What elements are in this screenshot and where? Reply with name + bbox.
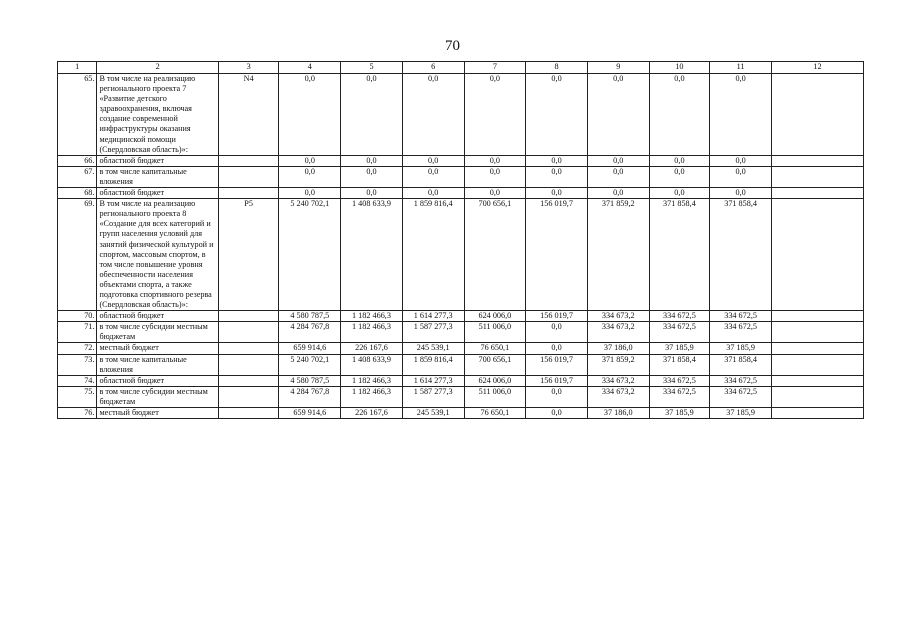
value-cell: 624 006,0 xyxy=(464,375,526,386)
column-number-cell: 1 xyxy=(58,62,97,74)
value-cell: 5 240 702,1 xyxy=(279,354,341,375)
note-cell xyxy=(771,166,863,187)
value-cell: 0,0 xyxy=(526,343,588,354)
table-row xyxy=(58,343,864,354)
value-cell: 1 614 277,3 xyxy=(402,375,464,386)
value-cell: 0,0 xyxy=(402,74,464,156)
row-code xyxy=(218,188,279,199)
value-cell: 371 858,4 xyxy=(649,354,710,375)
value-cell: 0,0 xyxy=(526,386,588,407)
table-row xyxy=(58,354,864,375)
row-code: N4 xyxy=(218,74,279,156)
value-cell: 0,0 xyxy=(526,74,588,156)
value-cell: 156 019,7 xyxy=(526,311,588,322)
row-number: 69. xyxy=(58,199,97,311)
table-row xyxy=(58,188,864,199)
row-number: 67. xyxy=(58,166,97,187)
row-number: 74. xyxy=(58,375,97,386)
value-cell: 0,0 xyxy=(710,155,772,166)
note-cell xyxy=(771,311,863,322)
table-row xyxy=(58,386,864,407)
column-number-cell: 4 xyxy=(279,62,341,74)
value-cell: 334 672,5 xyxy=(649,322,710,343)
row-number: 72. xyxy=(58,343,97,354)
note-cell xyxy=(771,354,863,375)
value-cell: 371 859,2 xyxy=(587,199,649,311)
row-number: 75. xyxy=(58,386,97,407)
value-cell: 0,0 xyxy=(402,188,464,199)
value-cell: 659 914,6 xyxy=(279,343,341,354)
table-header-row xyxy=(58,62,864,74)
table-row xyxy=(58,322,864,343)
row-code xyxy=(218,408,279,419)
table-row xyxy=(58,408,864,419)
row-description: местный бюджет xyxy=(97,343,218,354)
note-cell xyxy=(771,408,863,419)
table-row xyxy=(58,166,864,187)
value-cell: 37 186,0 xyxy=(587,408,649,419)
note-cell xyxy=(771,375,863,386)
note-cell xyxy=(771,199,863,311)
value-cell: 37 185,9 xyxy=(710,408,772,419)
value-cell: 1 182 466,3 xyxy=(341,311,403,322)
value-cell: 334 672,5 xyxy=(710,311,772,322)
row-number: 76. xyxy=(58,408,97,419)
row-description: областной бюджет xyxy=(97,375,218,386)
row-code xyxy=(218,343,279,354)
value-cell: 156 019,7 xyxy=(526,354,588,375)
value-cell: 0,0 xyxy=(526,322,588,343)
row-description: в том числе капитальные вложения xyxy=(97,166,218,187)
value-cell: 334 672,5 xyxy=(710,322,772,343)
value-cell: 0,0 xyxy=(649,166,710,187)
row-code: P5 xyxy=(218,199,279,311)
value-cell: 700 656,1 xyxy=(464,354,526,375)
row-description: в том числе субсидии местным бюджетам xyxy=(97,386,218,407)
value-cell: 156 019,7 xyxy=(526,199,588,311)
row-description: в том числе субсидии местным бюджетам xyxy=(97,322,218,343)
value-cell: 0,0 xyxy=(710,74,772,156)
row-description: В том числе на реализацию регионального проекта 8 «Создание для всех категорий и групп населения условий для занятий физической культурой и спортом, массовым спортом, в том числе повышение уровня обеспеченности населения объектами спорта, а также подготовка спортивного резерва (Свердловская область)»: xyxy=(97,199,218,311)
row-number: 70. xyxy=(58,311,97,322)
value-cell: 0,0 xyxy=(710,166,772,187)
value-cell: 37 186,0 xyxy=(587,343,649,354)
value-cell: 700 656,1 xyxy=(464,199,526,311)
value-cell: 0,0 xyxy=(526,408,588,419)
value-cell: 659 914,6 xyxy=(279,408,341,419)
value-cell: 1 859 816,4 xyxy=(402,354,464,375)
row-code xyxy=(218,354,279,375)
value-cell: 1 614 277,3 xyxy=(402,311,464,322)
value-cell: 0,0 xyxy=(279,74,341,156)
note-cell xyxy=(771,188,863,199)
value-cell: 371 858,4 xyxy=(710,199,772,311)
column-number-cell: 12 xyxy=(771,62,863,74)
row-number: 68. xyxy=(58,188,97,199)
row-code xyxy=(218,155,279,166)
page-number: 70 xyxy=(445,38,460,54)
table-row xyxy=(58,311,864,322)
value-cell: 226 167,6 xyxy=(341,408,403,419)
value-cell: 5 240 702,1 xyxy=(279,199,341,311)
value-cell: 0,0 xyxy=(464,166,526,187)
column-number-cell: 10 xyxy=(649,62,710,74)
value-cell: 0,0 xyxy=(710,188,772,199)
value-cell: 334 673,2 xyxy=(587,311,649,322)
value-cell: 624 006,0 xyxy=(464,311,526,322)
column-number-cell: 11 xyxy=(710,62,772,74)
value-cell: 0,0 xyxy=(341,74,403,156)
value-cell: 0,0 xyxy=(587,74,649,156)
value-cell: 4 284 767,8 xyxy=(279,322,341,343)
value-cell: 0,0 xyxy=(587,155,649,166)
note-cell xyxy=(771,343,863,354)
row-number: 66. xyxy=(58,155,97,166)
value-cell: 371 859,2 xyxy=(587,354,649,375)
value-cell: 334 673,2 xyxy=(587,322,649,343)
column-number-cell: 5 xyxy=(341,62,403,74)
value-cell: 1 587 277,3 xyxy=(402,386,464,407)
value-cell: 0,0 xyxy=(649,74,710,156)
value-cell: 0,0 xyxy=(526,155,588,166)
row-description: областной бюджет xyxy=(97,155,218,166)
table-row xyxy=(58,199,864,311)
value-cell: 76 650,1 xyxy=(464,408,526,419)
row-code xyxy=(218,311,279,322)
value-cell: 334 672,5 xyxy=(649,375,710,386)
value-cell: 0,0 xyxy=(464,188,526,199)
row-description: В том числе на реализацию регионального проекта 7 «Развитие детского здравоохранения, включая создание современной инфраструктуры оказания медицинской помощи (Свердловская область)»: xyxy=(97,74,218,156)
value-cell: 1 408 633,9 xyxy=(341,354,403,375)
column-number-cell: 9 xyxy=(587,62,649,74)
column-number-cell: 2 xyxy=(97,62,218,74)
value-cell: 0,0 xyxy=(341,166,403,187)
value-cell: 334 672,5 xyxy=(710,386,772,407)
column-number-cell: 3 xyxy=(218,62,279,74)
value-cell: 76 650,1 xyxy=(464,343,526,354)
value-cell: 4 580 787,5 xyxy=(279,311,341,322)
row-description: областной бюджет xyxy=(97,188,218,199)
value-cell: 37 185,9 xyxy=(649,343,710,354)
value-cell: 334 673,2 xyxy=(587,375,649,386)
value-cell: 226 167,6 xyxy=(341,343,403,354)
value-cell: 334 673,2 xyxy=(587,386,649,407)
value-cell: 0,0 xyxy=(402,155,464,166)
budget-table xyxy=(57,61,864,419)
value-cell: 511 006,0 xyxy=(464,386,526,407)
value-cell: 245 539,1 xyxy=(402,408,464,419)
value-cell: 1 859 816,4 xyxy=(402,199,464,311)
value-cell: 1 182 466,3 xyxy=(341,322,403,343)
value-cell: 1 182 466,3 xyxy=(341,386,403,407)
value-cell: 37 185,9 xyxy=(649,408,710,419)
value-cell: 511 006,0 xyxy=(464,322,526,343)
note-cell xyxy=(771,322,863,343)
column-number-cell: 8 xyxy=(526,62,588,74)
value-cell: 0,0 xyxy=(464,155,526,166)
row-number: 73. xyxy=(58,354,97,375)
row-number: 71. xyxy=(58,322,97,343)
value-cell: 0,0 xyxy=(341,188,403,199)
table-row xyxy=(58,375,864,386)
value-cell: 0,0 xyxy=(341,155,403,166)
value-cell: 0,0 xyxy=(649,188,710,199)
value-cell: 0,0 xyxy=(526,166,588,187)
value-cell: 0,0 xyxy=(649,155,710,166)
note-cell xyxy=(771,74,863,156)
value-cell: 371 858,4 xyxy=(710,354,772,375)
value-cell: 334 672,5 xyxy=(710,375,772,386)
row-description: областной бюджет xyxy=(97,311,218,322)
row-description: местный бюджет xyxy=(97,408,218,419)
row-code xyxy=(218,375,279,386)
value-cell: 37 185,9 xyxy=(710,343,772,354)
row-number: 65. xyxy=(58,74,97,156)
value-cell: 1 587 277,3 xyxy=(402,322,464,343)
value-cell: 0,0 xyxy=(279,188,341,199)
value-cell: 0,0 xyxy=(526,188,588,199)
value-cell: 334 672,5 xyxy=(649,386,710,407)
value-cell: 0,0 xyxy=(464,74,526,156)
value-cell: 334 672,5 xyxy=(649,311,710,322)
note-cell xyxy=(771,386,863,407)
value-cell: 4 284 767,8 xyxy=(279,386,341,407)
value-cell: 245 539,1 xyxy=(402,343,464,354)
column-number-cell: 7 xyxy=(464,62,526,74)
row-code xyxy=(218,166,279,187)
column-number-cell: 6 xyxy=(402,62,464,74)
value-cell: 1 182 466,3 xyxy=(341,375,403,386)
value-cell: 0,0 xyxy=(402,166,464,187)
value-cell: 156 019,7 xyxy=(526,375,588,386)
row-code xyxy=(218,386,279,407)
note-cell xyxy=(771,155,863,166)
table-row xyxy=(58,74,864,156)
value-cell: 0,0 xyxy=(279,166,341,187)
value-cell: 1 408 633,9 xyxy=(341,199,403,311)
value-cell: 4 580 787,5 xyxy=(279,375,341,386)
value-cell: 0,0 xyxy=(587,166,649,187)
value-cell: 0,0 xyxy=(587,188,649,199)
value-cell: 371 858,4 xyxy=(649,199,710,311)
row-code xyxy=(218,322,279,343)
row-description: в том числе капитальные вложения xyxy=(97,354,218,375)
value-cell: 0,0 xyxy=(279,155,341,166)
table-row xyxy=(58,155,864,166)
